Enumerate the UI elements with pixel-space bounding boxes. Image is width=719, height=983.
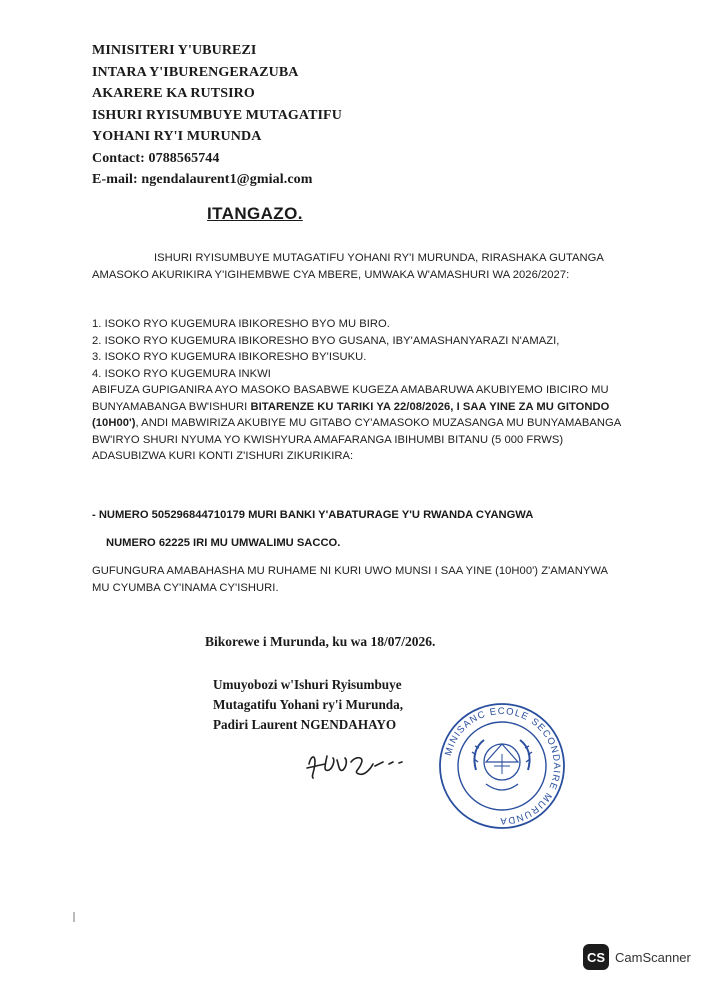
school-seal bbox=[436, 700, 568, 832]
signatory-title-2: Mutagatifu Yohani ry'i Murunda, bbox=[213, 697, 404, 712]
notice-title: ITANGAZO. bbox=[207, 204, 303, 223]
tender-list bbox=[92, 316, 622, 465]
province-line: INTARA Y'IBURENGERAZUBA bbox=[92, 64, 299, 80]
sacco-account-line: NUMERO 62225 IRI MU UMWALIMU SACCO. bbox=[106, 537, 341, 549]
seal-ring-text: MINISANC ECOLE SECONDAIRE MURUNDA bbox=[443, 705, 563, 827]
signatory-name: Padiri Laurent NGENDAHAYO bbox=[213, 717, 397, 732]
contact-line: Contact: 0788565744 bbox=[92, 150, 220, 166]
ministry-line: MINISITERI Y'UBUREZI bbox=[92, 43, 257, 58]
camscanner-icon: CS bbox=[583, 944, 609, 970]
camscanner-watermark bbox=[583, 944, 691, 970]
intro-paragraph: ISHURI RYISUMBUYE MUTAGATIFU YOHANI RY'I MURUNDA, RIRASHAKA GUTANGA AMASOKO AKURIKIRA Y'IGIHEMBWE CYA MBERE, UMWAKA W'AMASHURI WA 2026/2027: bbox=[92, 252, 604, 281]
letterhead bbox=[92, 40, 342, 191]
school-line-2: YOHANI RY'I MURUNDA bbox=[92, 129, 262, 144]
place-and-date: Bikorewe i Murunda, ku wa 18/07/2026. bbox=[205, 634, 436, 649]
handwritten-signature bbox=[303, 742, 413, 787]
district-line: AKARERE KA RUTSIRO bbox=[92, 86, 255, 101]
signatory-block bbox=[213, 675, 403, 735]
camscanner-label: CamScanner bbox=[615, 949, 691, 965]
email-line: E-mail: ngendalaurent1@gmial.com bbox=[92, 172, 313, 187]
list-item: 2. ISOKO RYO KUGEMURA IBIKORESHO BYO GUSANA, IBY'AMASHANYARAZI N'AMAZI, bbox=[92, 334, 560, 347]
bank-account-line: - NUMERO 505296844710179 MURI BANKI Y'ABATURAGE Y'U RWANDA CYANGWA bbox=[92, 509, 534, 521]
closing-paragraph: GUFUNGURA AMABAHASHA MU RUHAME NI KURI UWO MUNSI I SAA YINE (10H00') Z'AMANYWA MU CYUMBA CY'INAMA CY'ISHURI. bbox=[92, 565, 608, 594]
list-item: 4. ISOKO RYO KUGEMURA INKWI bbox=[92, 367, 271, 380]
instructions-paragraph bbox=[92, 382, 622, 465]
deadline-text: BITARENZE KU TARIKI YA 22/08/2026, I SAA YINE ZA MU GITONDO (10H00') bbox=[92, 400, 610, 429]
instructions-text-2: , ANDI MABWIRIZA AKUBIYE MU GITABO CY'AMASOKO MUZASANGA MU BUNYAMABANGA BW'IRYO SHURI NYUMA YO KWISHYURA AMAFARANGA IBIHUMBI BITANU (5 000 FRWS) ADASUBIZWA KURI KONTI Z'ISHURI ZIKURIKIRA: bbox=[92, 417, 621, 462]
signatory-title-1: Umuyobozi w'Ishuri Ryisumbuye bbox=[213, 677, 402, 692]
list-item: 3. ISOKO RYO KUGEMURA IBIKORESHO BY'ISUKU. bbox=[92, 351, 367, 363]
scan-speck bbox=[73, 912, 75, 922]
instructions-text-1: ABIFUZA GUPIGANIRA AYO MASOKO BASABWE KUGEZA AMABARUWA AKUBIYEMO IBICIRO MU BUNYAMABANGA BW'ISHURI bbox=[92, 384, 609, 413]
school-line-1: ISHURI RYISUMBUYE MUTAGATIFU bbox=[92, 107, 342, 123]
list-item: 1. ISOKO RYO KUGEMURA IBIKORESHO BYO MU BIRO. bbox=[92, 318, 390, 330]
